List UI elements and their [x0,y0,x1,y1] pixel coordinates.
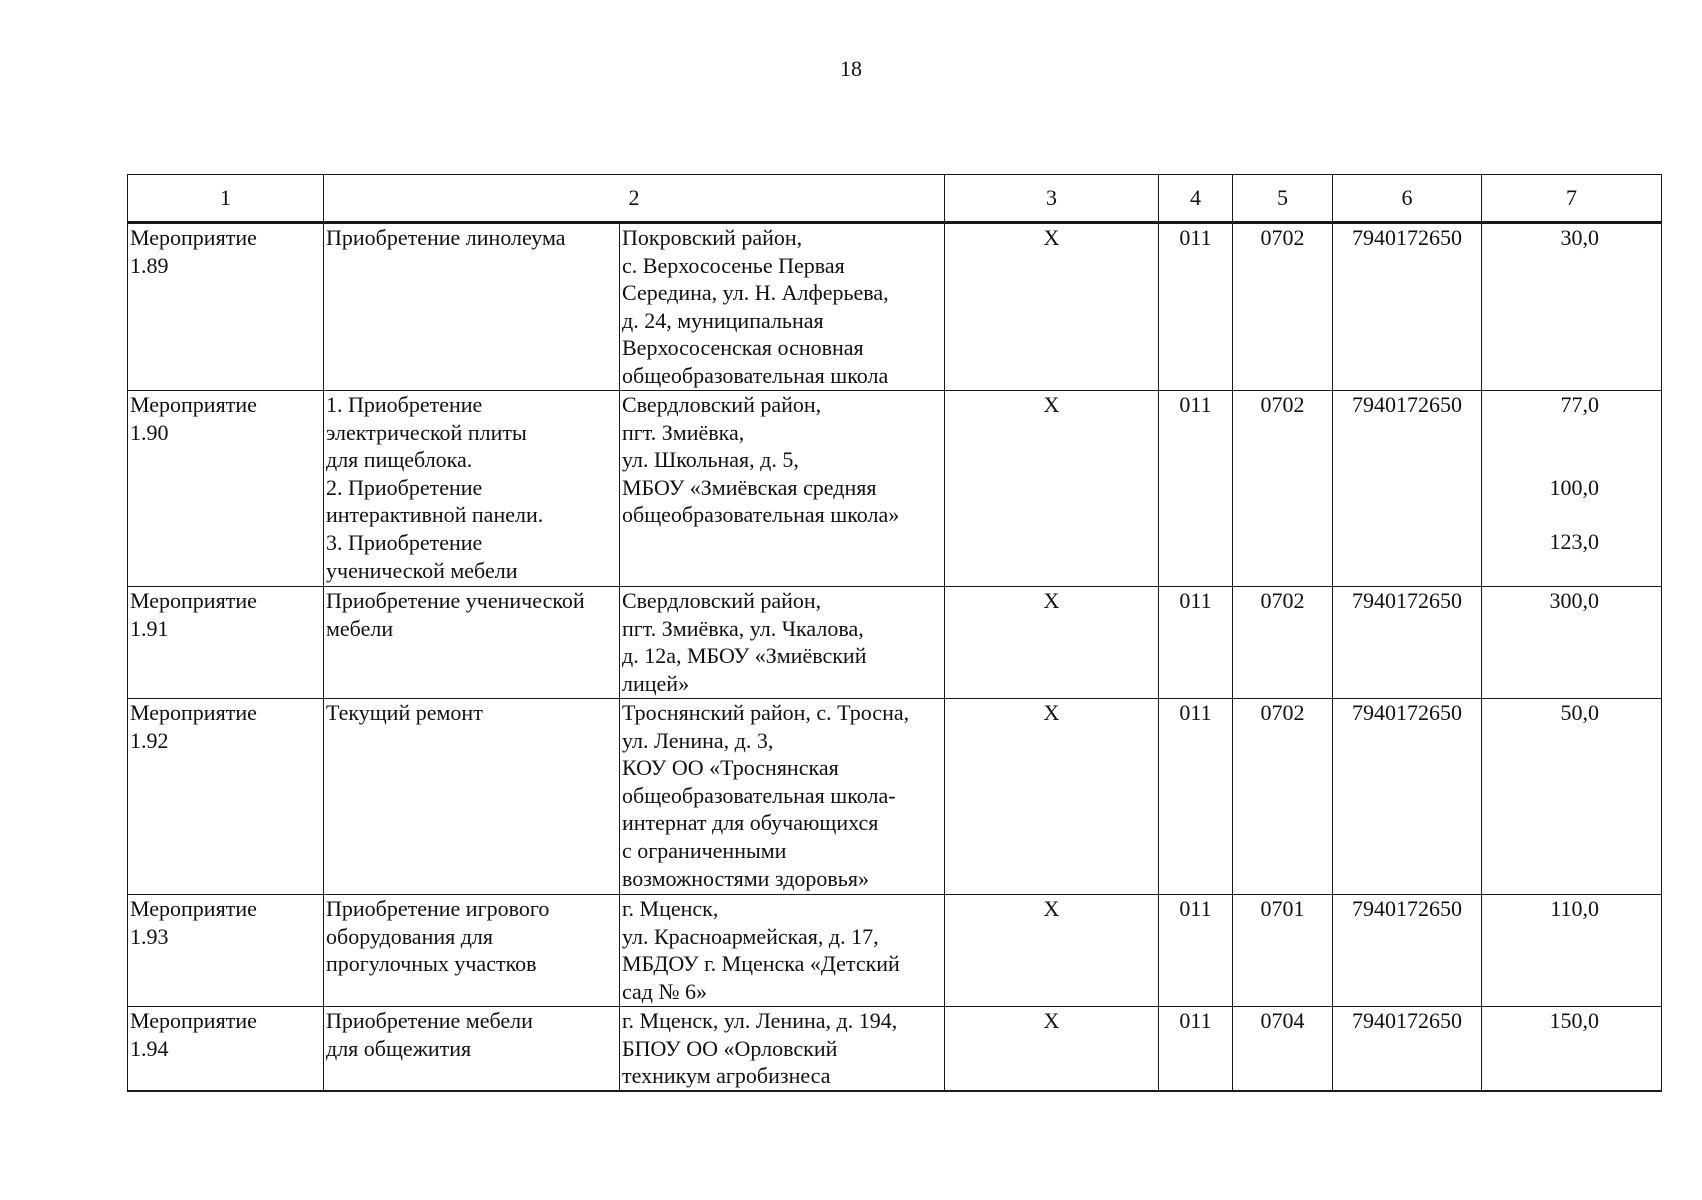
col3-cell: Х [945,895,1159,1007]
amount-line-1: 77,0 [1560,392,1599,417]
col4-cell: 011 [1159,223,1233,391]
table-row [128,391,1662,587]
location-cell: Покровский район, с. Верхососенье Первая Середина, ул. Н. Алферьева, д. 24, муниципальная Верхососенская основная общеобразовательная школа [620,223,945,391]
table-row [128,223,1662,391]
col3-cell: Х [945,391,1159,587]
column-header-2: 2 [324,175,945,223]
header-row [128,175,1662,223]
col6-cell: 7940172650 [1333,1007,1482,1091]
col6-cell: 7940172650 [1333,895,1482,1007]
column-header-3: 3 [945,175,1159,223]
column-header-5: 5 [1233,175,1333,223]
budget-table [127,174,1662,1092]
col3-cell: Х [945,699,1159,895]
col4-cell: 011 [1159,895,1233,1007]
table-row [128,1007,1662,1091]
description-cell: Приобретение мебели для общежития [324,1007,620,1091]
column-header-6: 6 [1333,175,1482,223]
description-cell: Приобретение игрового оборудования для прогулочных участков [324,895,620,1007]
col7-cell: 30,0 [1482,223,1662,391]
column-header-1: 1 [128,175,324,223]
amount-line-2: 100,0 [1549,474,1599,500]
col6-cell: 7940172650 [1333,391,1482,587]
col7-cell: 50,0 [1482,699,1662,895]
col6-cell: 7940172650 [1333,223,1482,391]
table-row [128,699,1662,895]
col5-cell: 0702 [1233,391,1333,587]
col3-cell: Х [945,587,1159,699]
location-cell: г. Мценск, ул. Ленина, д. 194, БПОУ ОО «Орловский техникум агробизнеса [620,1007,945,1091]
page-number: 18 [840,56,862,81]
col7-cell: 110,0 [1482,895,1662,1007]
column-header-7: 7 [1482,175,1662,223]
col4-cell: 011 [1159,1007,1233,1091]
location-cell: г. Мценск, ул. Красноармейская, д. 17, МБДОУ г. Мценска «Детский сад № 6» [620,895,945,1007]
col7-cell: 300,0 [1482,587,1662,699]
description-cell: Приобретение ученической мебели [324,587,620,699]
table-row [128,895,1662,1007]
col5-cell: 0701 [1233,895,1333,1007]
col7-cell: 150,0 [1482,1007,1662,1091]
measure-cell: Мероприятие 1.94 [128,1007,324,1091]
col3-cell: Х [945,1007,1159,1091]
description-cell: Приобретение линолеума [324,223,620,391]
measure-cell: Мероприятие 1.93 [128,895,324,1007]
column-header-4: 4 [1159,175,1233,223]
measure-cell: Мероприятие 1.89 [128,223,324,391]
col6-cell: 7940172650 [1333,699,1482,895]
col5-cell: 0702 [1233,699,1333,895]
measure-cell: Мероприятие 1.90 [128,391,324,587]
col7-cell [1482,391,1662,587]
col6-cell: 7940172650 [1333,587,1482,699]
measure-cell: Мероприятие 1.92 [128,699,324,895]
location-cell: Свердловский район, пгт. Змиёвка, ул. Школьная, д. 5, МБОУ «Змиёвская средняя общеобразовательная школа» [620,391,945,587]
col3-cell: Х [945,223,1159,391]
col4-cell: 011 [1159,391,1233,587]
measure-cell: Мероприятие 1.91 [128,587,324,699]
location-cell: Свердловский район, пгт. Змиёвка, ул. Чкалова, д. 12а, МБОУ «Змиёвский лицей» [620,587,945,699]
col5-cell: 0704 [1233,1007,1333,1091]
description-cell: Текущий ремонт [324,699,620,895]
col4-cell: 011 [1159,699,1233,895]
amount-line-3: 123,0 [1549,529,1599,555]
col5-cell: 0702 [1233,587,1333,699]
location-cell: Троснянский район, с. Тросна, ул. Ленина, д. 3, КОУ ОО «Троснянская общеобразовательная школа- интернат для обучающихся с ограниченными возможностями здоровья» [620,699,945,895]
col5-cell: 0702 [1233,223,1333,391]
table-row [128,587,1662,699]
description-cell: 1. Приобретение электрической плиты для пищеблока. 2. Приобретение интерактивной панели. 3. Приобретение ученической мебели [324,391,620,587]
col4-cell: 011 [1159,587,1233,699]
